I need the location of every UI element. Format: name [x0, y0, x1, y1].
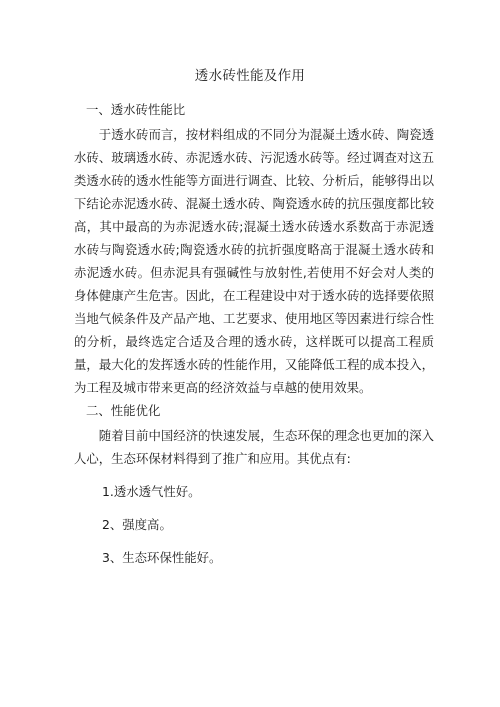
section-heading-2: 二、性能优化 [86, 403, 161, 418]
list-item-1: 1.透水透气性好。 [102, 484, 201, 499]
section-2-paragraph: 随着目前中国经济的快速发展，生态环保的理念也更加的深入人心，生态环保材料得到了推广和应用。其优点有: [74, 428, 434, 466]
document-body [74, 98, 434, 575]
section-heading-1: 一、透水砖性能比 [86, 102, 186, 117]
section-1-paragraph: 于透水砖而言，按材料组成的不同分为混凝土透水砖、陶瓷透水砖、玻璃透水砖、赤泥透水砖、污泥透水砖等。经过调查对这五类透水砖的透水性能等方面进行调查、比较、分析后，能够得出以下结论赤泥透水砖、混凝土透水砖、陶瓷透水砖的抗压强度都比较高，其中最高的为赤泥透水砖;混凝土透水砖透水系数高于赤泥透水砖与陶瓷透水砖;陶瓷透水砖的抗折强度略高于混凝土透水砖和赤泥透水砖。但赤泥具有强碱性与放射性,若使用不好会对人类的身体健康产生危害。因此，在工程建设中对于透水砖的选择要依照当地气候条件及产品产地、工艺要求、使用地区等因素进行综合性的分析，最终选定合适及合理的透水砖，这样既可以提高工程质量，最大化的发挥透水砖的性能作用，又能降低工程的成本投入，为工程及城市带来更高的经济效益与卓越的使用效果。 [74, 127, 434, 395]
list-item-2: 2、强度高。 [102, 517, 172, 532]
list-item-3: 3、生态环保性能好。 [102, 550, 222, 565]
document-title: 透水砖性能及作用 [194, 68, 306, 84]
